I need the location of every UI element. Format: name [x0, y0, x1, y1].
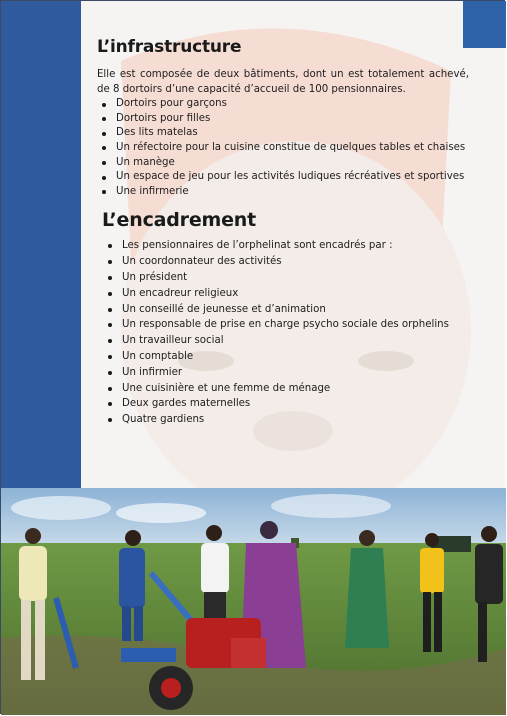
encadrement-heading: L’encadrement — [102, 209, 257, 232]
list-item: Un infirmier — [97, 365, 469, 381]
list-item: Un responsable de prise en charge psycho sociale des orphelins — [97, 317, 469, 333]
list-item: Une infirmerie — [97, 185, 469, 200]
encadrement-list — [97, 238, 469, 428]
field-photo — [1, 488, 506, 715]
list-item: Un manège — [97, 156, 469, 171]
list-item: Les pensionnaires de l’orphelinat sont encadrés par : — [97, 238, 469, 254]
list-item: Un conseillé de jeunesse et d’animation — [97, 302, 469, 318]
list-item: Des lits matelas — [97, 126, 469, 141]
list-item: Dortoirs pour garçons — [97, 97, 469, 112]
list-item: Un travailleur social — [97, 333, 469, 349]
list-item: Un coordonnateur des activités — [97, 254, 469, 270]
list-item: Un comptable — [97, 349, 469, 365]
corner-color-block — [463, 1, 506, 48]
list-item: Un réfectoire pour la cuisine constitue de quelques tables et chaises — [97, 141, 469, 156]
list-item: Deux gardes maternelles — [97, 396, 469, 412]
list-item: Un encadreur religieux — [97, 286, 469, 302]
text-content — [97, 37, 469, 428]
list-item: Quatre gardiens — [97, 412, 469, 428]
text-panel — [81, 1, 505, 488]
infrastructure-list — [97, 97, 469, 199]
list-item: Un espace de jeu pour les activités ludiques récréatives et sportives — [97, 170, 469, 185]
list-item: Dortoirs pour filles — [97, 112, 469, 127]
list-item: Un président — [97, 270, 469, 286]
infrastructure-heading: L’infrastructure — [97, 37, 242, 57]
infrastructure-intro: Elle est composée de deux bâtiments, dont un est totalement achevé, de 8 dortoirs d’une capacité d’accueil de 100 pensionnaires. — [97, 69, 469, 95]
left-color-band — [1, 1, 81, 488]
list-item: Une cuisinière et une femme de ménage — [97, 381, 469, 397]
